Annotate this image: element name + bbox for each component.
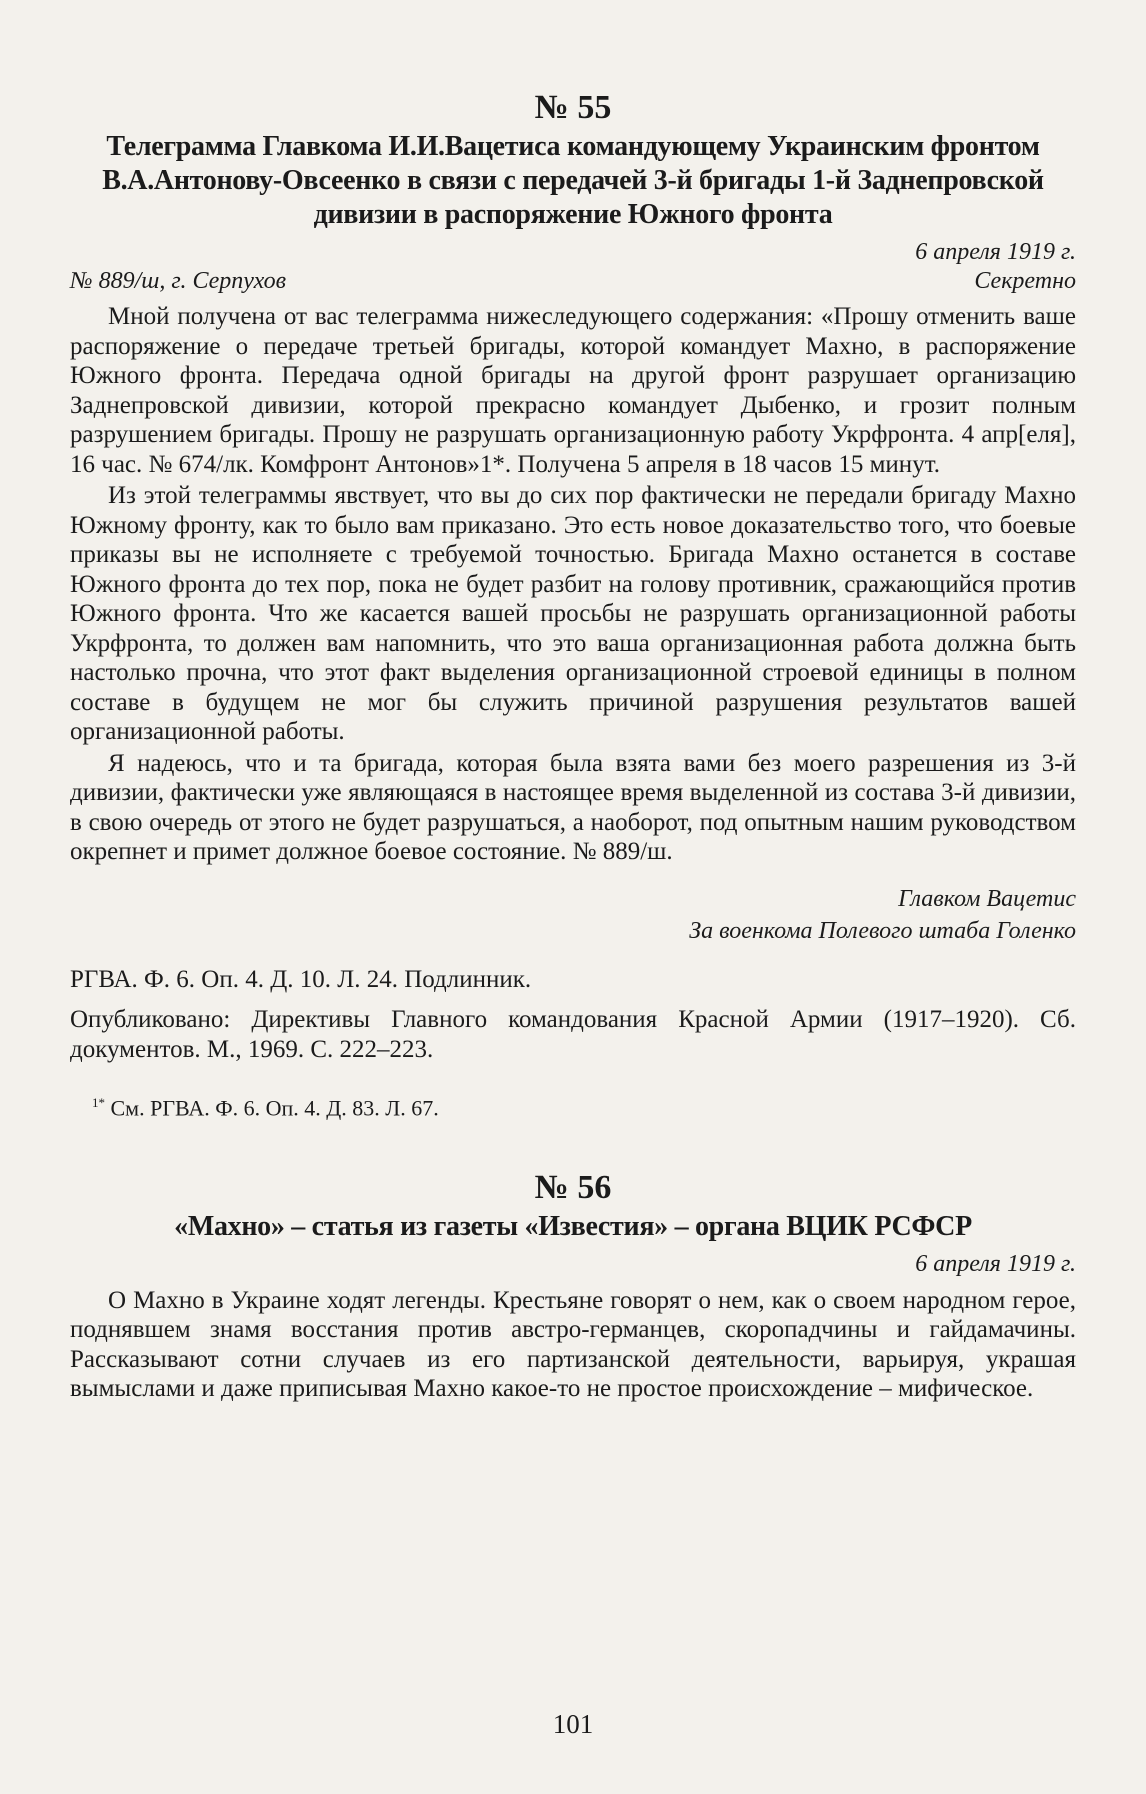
document-number: № 55 — [534, 89, 612, 126]
archive-reference: РГВА. Ф. 6. Оп. 4. Д. 10. Л. 24. Подлинник. — [70, 965, 532, 993]
signature: За военкома Полевого штаба Голенко — [689, 917, 1076, 944]
signature: Главком Вацетис — [898, 885, 1076, 912]
signature-block — [70, 883, 1076, 947]
footnote-text: См. РГВА. Ф. 6. Оп. 4. Д. 83. Л. 67. — [105, 1094, 439, 1120]
document-number: № 56 — [534, 1168, 612, 1206]
document-meta — [70, 266, 1076, 296]
document-date: 6 апреля 1919 г. — [915, 1250, 1076, 1277]
footnote-mark: 1* — [92, 1094, 105, 1110]
document-reference: № 889/ш, г. Серпухов — [70, 268, 287, 294]
document-title: «Махно» – статья из газеты «Известия» – органа ВЦИК РСФСР — [174, 1210, 972, 1242]
publication-reference: Опубликовано: Директивы Главного командования Красной Армии (1917–1920). Сб. документов. М., 1969. С. 222–223. — [70, 1005, 1076, 1063]
document-55 — [70, 88, 1076, 1122]
document-date: 6 апреля 1919 г. — [915, 239, 1076, 265]
document-56 — [70, 1168, 1076, 1404]
secrecy-label: Секретно — [974, 268, 1076, 294]
document-title: Телеграмма Главкома И.И.Вацетиса командующему Украинским фронтом В.А.Антонову-Овсеенко в связи с передачей 3-й бригады 1-й Заднепровской дивизии в распоряжение Южного фронта — [102, 131, 1044, 230]
paragraph: Мной получена от вас телеграмма нижеследующего содержания: «Прошу отменить ваше распоряжение о передаче третьей бригады, которой командует Махно, в распоряжение Южного фронта. Передача одной бригады на другой фронт разрушает организацию Заднепровской дивизии, которой прекрасно командует Дыбенко, и грозит полным разрушением бригады. Прошу не разрушать организационную работу Укрфронта. 4 апр[еля], 16 час. № 674/лк. Комфронт Антонов»1*. Получена 5 апреля в 18 часов 15 минут. — [70, 303, 1076, 478]
paragraph: Из этой телеграммы явствует, что вы до сих пор фактически не передали бригаду Махно Южному фронту, как то было вам приказано. Это есть новое доказательство того, что боевые приказы вы не исполняете с требуемой точностью. Бригада Махно останется в составе Южного фронта до тех пор, пока не будет разбит на голову противник, сражающийся против Южного фронта. Что же касается вашей просьбы не разрушать организационной работы Укрфронта, то должен вам напомнить, что это ваша организационная работа должна быть настолько прочна, что этот факт выделения организационной строевой единицы в полном составе в будущем не мог бы служить причиной разрушения результатов вашей организационной работы. — [70, 482, 1076, 745]
footnote — [92, 1089, 1076, 1122]
page-number: 101 — [552, 1709, 594, 1739]
paragraph: О Махно в Украине ходят легенды. Крестьяне говорят о нем, как о своем народном герое, поднявшем знамя восстания против австро-германцев, скоропадчины и гайдамачины. Рассказывают сотни случаев из его партизанской деятельности, варьируя, украшая вымыслами и даже приписывая Махно какое-то не простое происхождение – мифическое. — [70, 1286, 1076, 1403]
paragraph: Я надеюсь, что и та бригада, которая была взята вами без моего разрешения из 3-й дивизии, фактически уже являющаяся в настоящее время выделенной из состава 3-й дивизии, в свою очередь от этого не будет разрушаться, а наоборот, под опытным нашим руководством окрепнет и примет должное боевое состояние. № 889/ш. — [70, 749, 1076, 865]
